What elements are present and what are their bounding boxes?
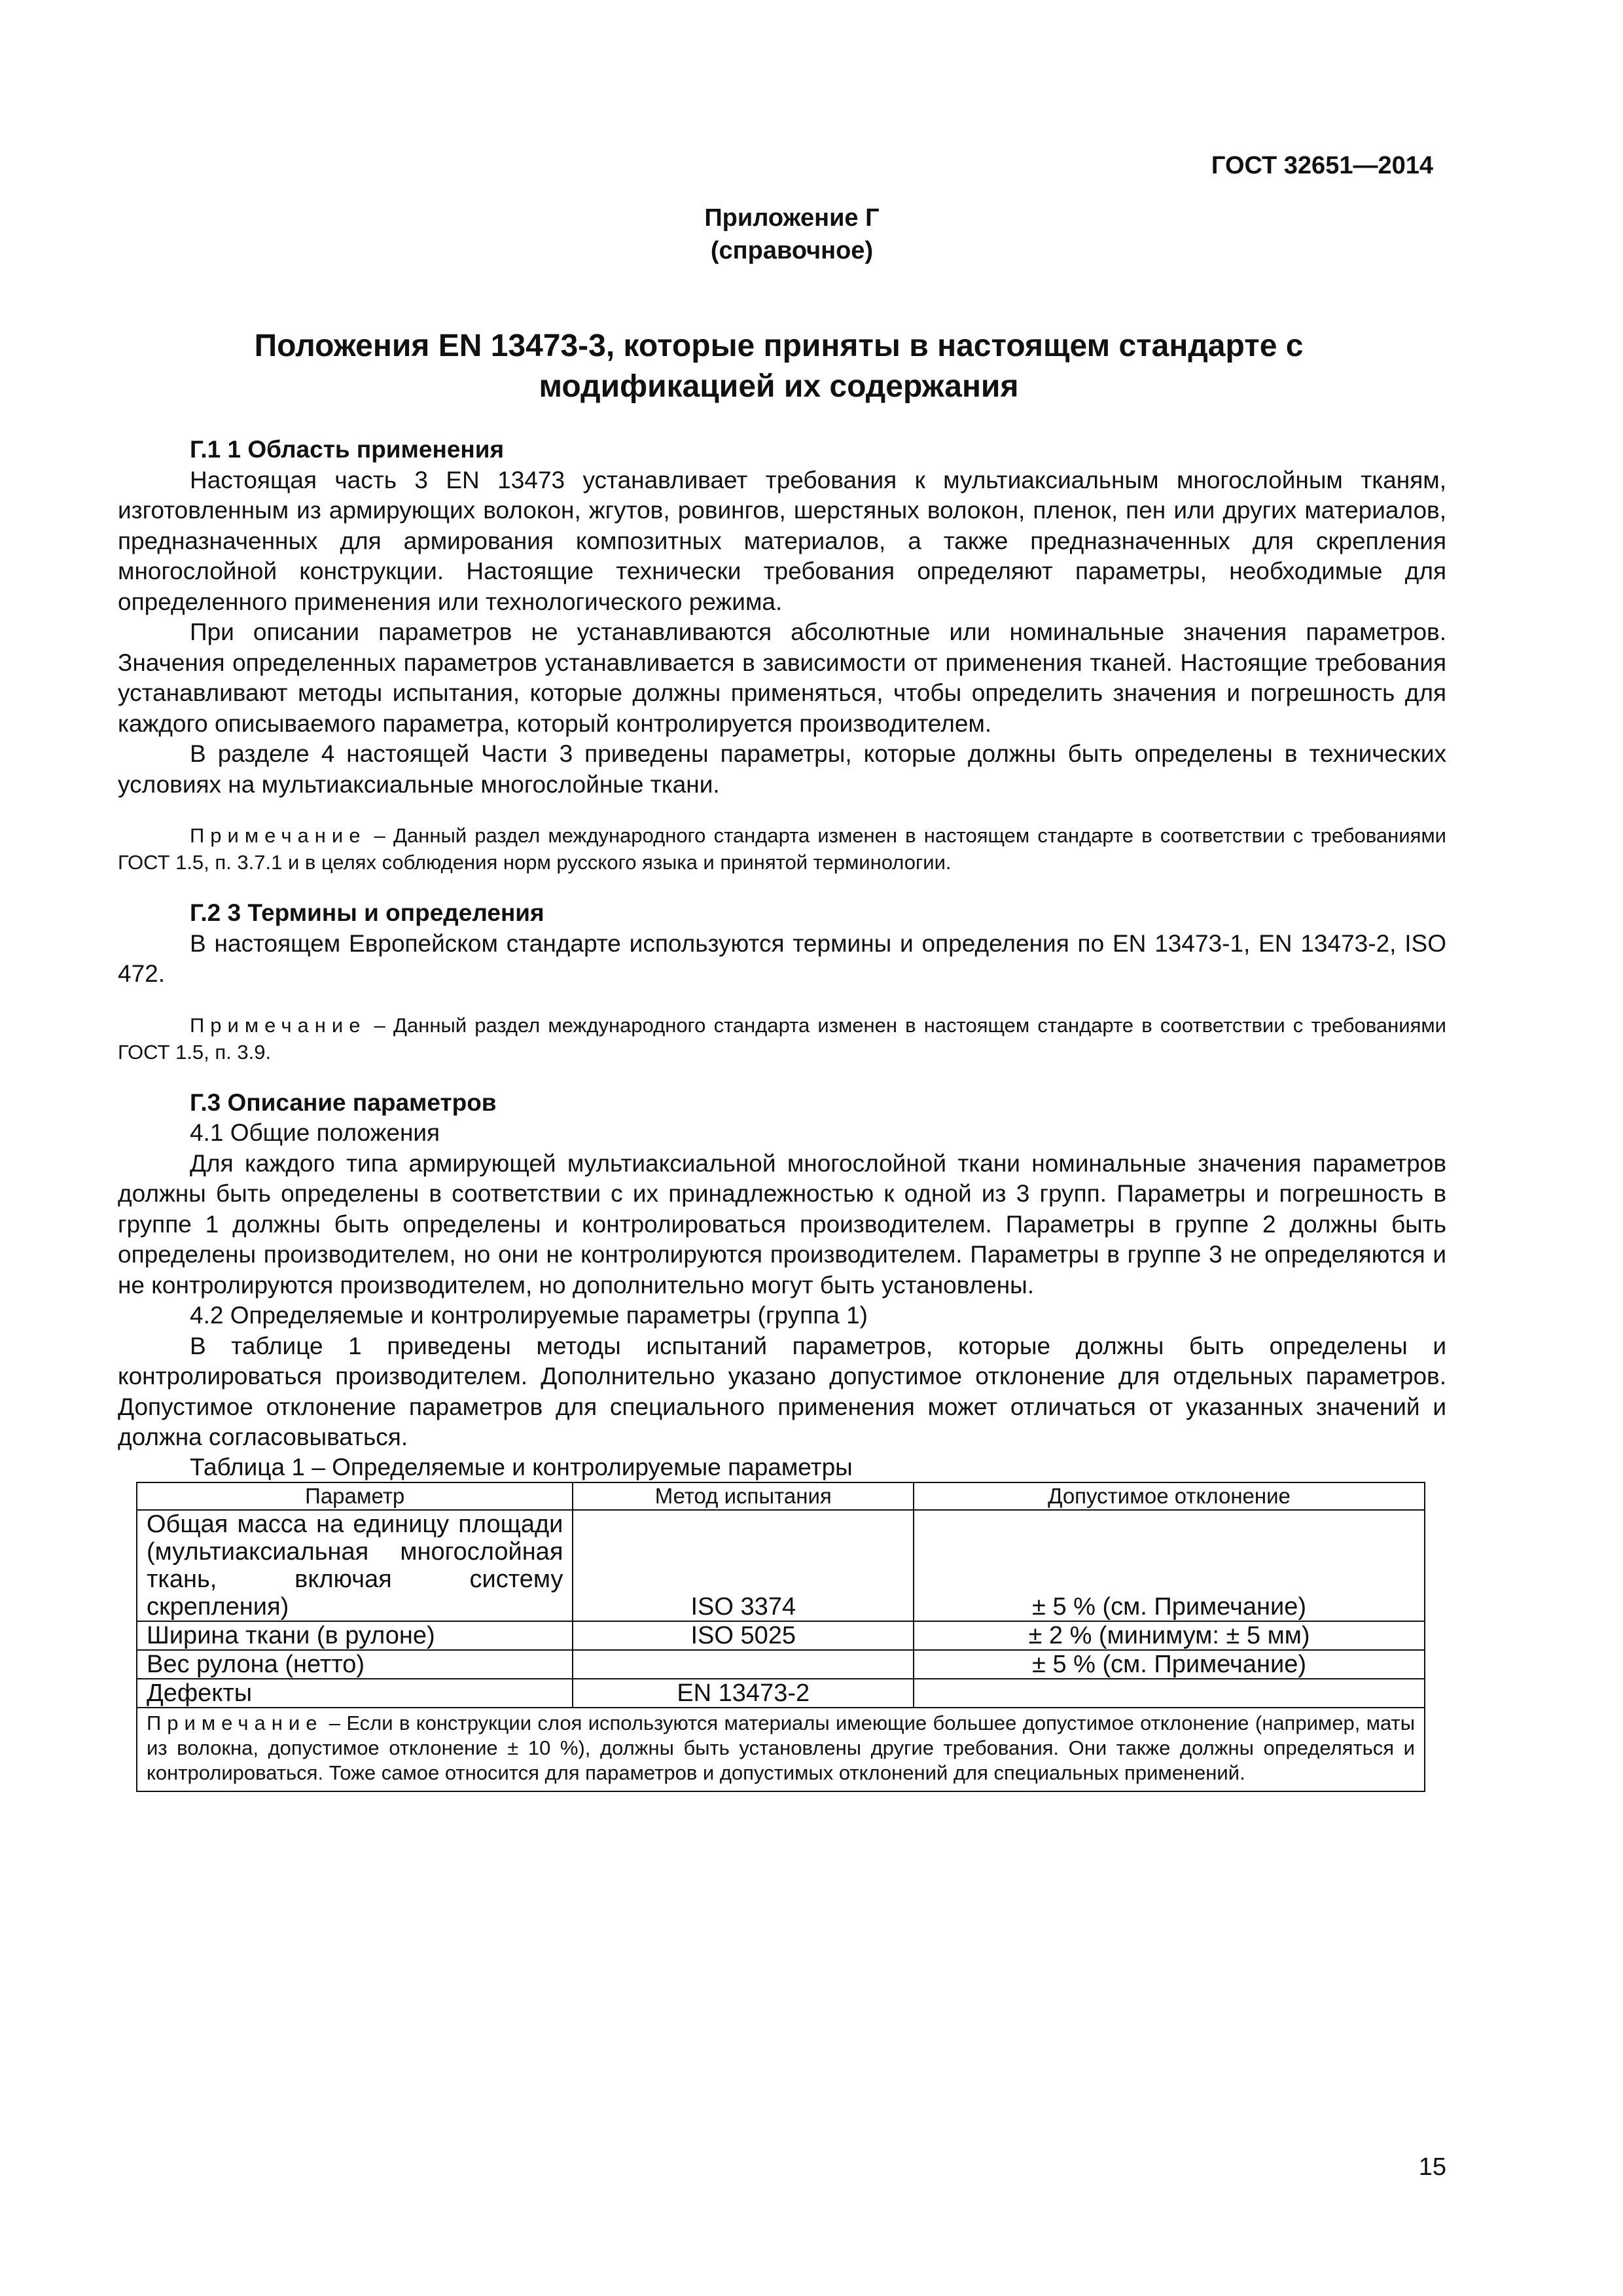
section-heading-g2: Г.2 3 Термины и определения bbox=[190, 899, 544, 926]
standard-code: ГОСТ 32651—2014 bbox=[1211, 152, 1433, 179]
section-g1-paragraph-1: Настоящая часть 3 EN 13473 устанавливает требования к мультиаксиальным многослойным тканям, изготовленным из армирующих волокон, жгутов, ровингов, шерстяных волокон, пленок, пен или других материалов, предназначенных для армирования композитных материалов, а также предназначенных для скрепления многослойной конструкции. Настоящие технически требования определяют параметры, необходимые для определенного применения или технологического режима. bbox=[118, 466, 1446, 615]
note-text: – Данный раздел международного стандарта изменен в настоящем стандарте в соответствии с требованиями ГОСТ 1.5, п. 3.9. bbox=[118, 1013, 1446, 1064]
note-text: – Если в конструкции слоя используются материалы имеющие большее допустимое отклонение (например, маты из волокна, допустимое отклонение ± 10 %), должны быть установлены другие требования. Они также должны определяться и контролироваться. Тоже самое относится для параметров и допустимых отклонений для специальных применений. bbox=[147, 1711, 1415, 1784]
appendix-heading bbox=[0, 202, 1584, 267]
table-row bbox=[137, 1650, 1425, 1679]
section-g2-note bbox=[118, 1012, 1446, 1066]
appendix-type: (справочное) bbox=[710, 237, 874, 264]
table-cell: Дефекты bbox=[137, 1679, 573, 1708]
section-g3-paragraph-2: В таблице 1 приведены методы испытаний параметров, которые должны быть определены и контролироваться производителем. Дополнительно указано допустимое отклонение для отдельных параметров. Допустимое отклонение параметров для специального применения может отличаться от указанных значений и должна согласовываться. bbox=[118, 1332, 1446, 1450]
table-header-cell: Метод испытания bbox=[573, 1482, 914, 1510]
section-g1-paragraph-3: В разделе 4 настоящей Части 3 приведены параметры, которые должны быть определены в технических условиях на мультиаксиальные многослойные ткани. bbox=[118, 740, 1446, 798]
note-label: Примечание bbox=[147, 1711, 323, 1734]
table-cell: ISO 3374 bbox=[573, 1510, 914, 1621]
page-number: 15 bbox=[1418, 2153, 1446, 2181]
table-cell: Вес рулона (нетто) bbox=[137, 1650, 573, 1679]
table-cell bbox=[914, 1679, 1425, 1708]
section-g2-paragraph-1: В настоящем Европейском стандарте используются термины и определения по EN 13473-1, EN 13473-2, ISO 472. bbox=[118, 929, 1446, 987]
document-body bbox=[118, 435, 1446, 1792]
table-row bbox=[137, 1621, 1425, 1650]
table-cell: Общая масса на единицу площади (мультиаксиальная многослойная ткань, включая систему скрепления) bbox=[137, 1510, 573, 1621]
section-g1-note bbox=[118, 822, 1446, 876]
table-cell: Ширина ткани (в рулоне) bbox=[137, 1621, 573, 1650]
table-cell bbox=[573, 1650, 914, 1679]
page-title-line-2: модификацией их содержания bbox=[539, 369, 1019, 404]
section-g1-paragraph-2: При описании параметров не устанавливаются абсолютные или номинальные значения параметров. Значения определенных параметров устанавливается в зависимости от применения тканей. Настоящие требования устанавливают методы испытания, которые должны применяться, чтобы определить значения и погрешность для каждого описываемого параметра, который контролируется производителем. bbox=[118, 619, 1446, 737]
table-note-row bbox=[137, 1708, 1425, 1791]
table-caption: Таблица 1 – Определяемые и контролируемые параметры bbox=[190, 1453, 853, 1480]
section-heading-g3: Г.3 Описание параметров bbox=[190, 1088, 497, 1116]
table-cell: ISO 5025 bbox=[573, 1621, 914, 1650]
table-cell: EN 13473-2 bbox=[573, 1679, 914, 1708]
page-title bbox=[216, 326, 1342, 407]
table-cell: ± 5 % (см. Примечание) bbox=[914, 1510, 1425, 1621]
section-g3-paragraph-1: Для каждого типа армирующей мультиаксиальной многослойной ткани номинальные значения параметров должны быть определены в соответствии с их принадлежностью к одной из 3 групп. Параметры и погрешность в группе 1 должны быть определены и контролироваться производителем. Параметры в группе 2 должны быть определены производителем, но они не контролируются производителем. Параметры в группе 3 не определяются и не контролируются производителем, но дополнительно могут быть установлены. bbox=[118, 1149, 1446, 1299]
page-title-line-1: Положения EN 13473-3, которые приняты в настоящем стандарте с bbox=[254, 329, 1304, 363]
note-label: Примечание bbox=[190, 824, 366, 847]
subsection-4-1-heading: 4.1 Общие положения bbox=[190, 1119, 440, 1146]
table-row bbox=[137, 1679, 1425, 1708]
section-heading-g1: Г.1 1 Область применения bbox=[190, 436, 505, 463]
appendix-label: Приложение Г bbox=[704, 204, 880, 232]
table-cell: ± 5 % (см. Примечание) bbox=[914, 1650, 1425, 1679]
table-row bbox=[137, 1510, 1425, 1621]
table-cell: ± 2 % (минимум: ± 5 мм) bbox=[914, 1621, 1425, 1650]
subsection-4-2-heading: 4.2 Определяемые и контролируемые параметры (группа 1) bbox=[190, 1302, 868, 1329]
note-text: – Данный раздел международного стандарта изменен в настоящем стандарте в соответствии с требованиями ГОСТ 1.5, п. 3.7.1 и в целях соблюдения норм русского языка и принятой терминологии. bbox=[118, 824, 1446, 874]
table-header-row bbox=[137, 1482, 1425, 1510]
parameters-table bbox=[136, 1482, 1425, 1792]
table-header-cell: Допустимое отклонение bbox=[914, 1482, 1425, 1510]
table-note bbox=[137, 1708, 1425, 1791]
note-label: Примечание bbox=[190, 1013, 366, 1037]
table-header-cell: Параметр bbox=[137, 1482, 573, 1510]
